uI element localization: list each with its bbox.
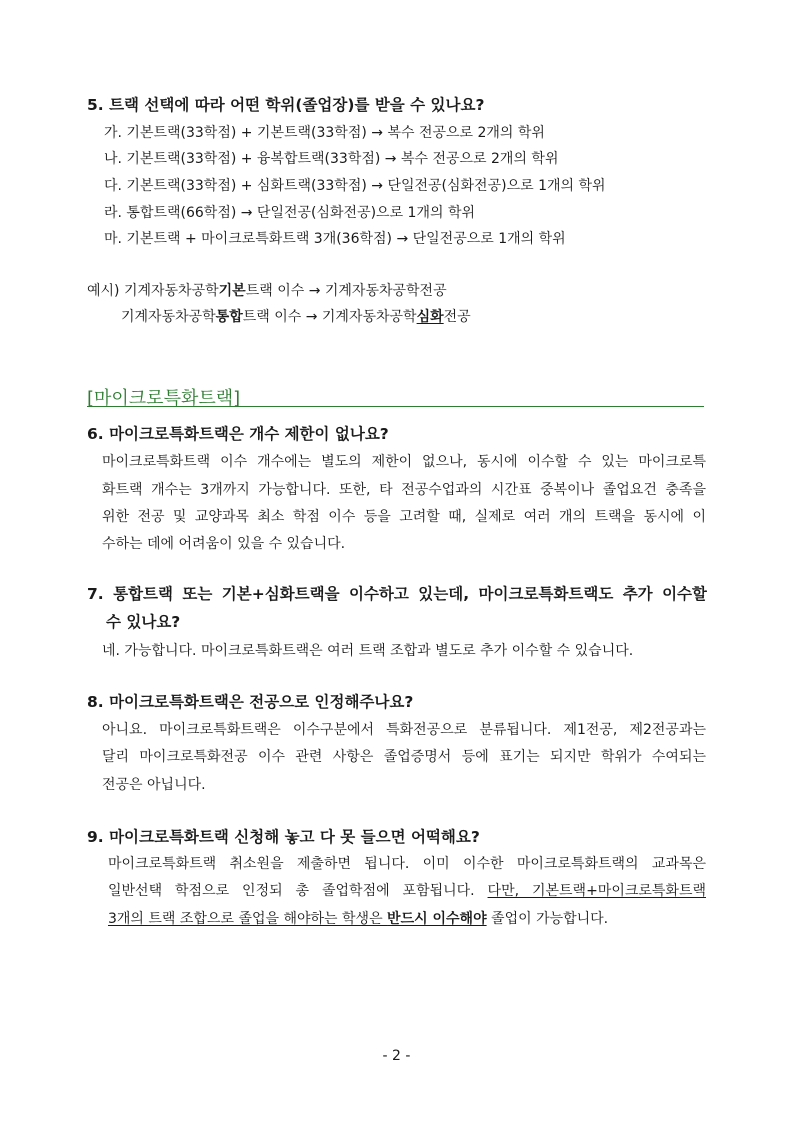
q9-answer-line-3: 3개의 트랙 조합으로 졸업을 해야하는 학생은 반드시 이수해야 졸업이 가능합니다. (108, 911, 609, 927)
q5-item-1: 가. 기본트랙(33학점) + 기본트랙(33학점) → 복수 전공으로 2개의 학위 (104, 125, 545, 141)
question-7-title-line-2: 수 있나요? (106, 613, 181, 631)
q6-answer-line-1: 마이크로특화트랙 이수 개수에는 별도의 제한이 없으나, 동시에 이수할 수 있는 마이크로특 (102, 454, 706, 470)
section-title: [마이크로특화트랙] (87, 388, 241, 409)
q7-answer: 네. 가능합니다. 마이크로특화트랙은 여러 트랙 조합과 별도로 추가 이수할 수 있습니다. (102, 643, 634, 659)
q9-answer-line-1: 마이크로특화트랙 취소원을 제출하면 됩니다. 이미 이수한 마이크로특화트랙의 교과목은 (108, 856, 706, 872)
question-5-title: 5. 트랙 선택에 따라 어떤 학위(졸업장)를 받을 수 있나요? (87, 96, 485, 114)
question-7-title-line-1: 7. 통합트랙 또는 기본+심화트랙을 이수하고 있는데, 마이크로특화트랙도 추가 이수할 (87, 585, 707, 603)
q8-answer-line-2: 달리 마이크로특화전공 이수 관련 사항은 졸업증명서 등에 표기는 되지만 학위가 수여되는 (102, 749, 706, 765)
question-6-title: 6. 마이크로특화트랙은 개수 제한이 없나요? (87, 425, 389, 443)
q5-item-2: 나. 기본트랙(33학점) + 융복합트랙(33학점) → 복수 전공으로 2개의 학위 (104, 151, 559, 167)
q5-item-5: 마. 기본트랙 + 마이크로특화트랙 3개(36학점) → 단일전공으로 1개의 학위 (104, 231, 566, 247)
question-8-title: 8. 마이크로특화트랙은 전공으로 인정해주나요? (87, 693, 414, 711)
q6-answer-line-4: 수하는 데에 어려움이 있을 수 있습니다. (102, 536, 346, 552)
q5-example-2: 기계자동차공학통합트랙 이수 → 기계자동차공학심화전공 (121, 309, 471, 325)
q9-answer-line-2: 일반선택 학점으로 인정되 총 졸업학점에 포함됩니다. 다만, 기본트랙+마이크로특화트랙 (108, 883, 706, 899)
q6-answer-line-2: 화트랙 개수는 3개까지 가능합니다. 또한, 타 전공수업과의 시간표 중복이나 졸업요건 충족을 (102, 482, 706, 498)
q5-item-3: 다. 기본트랙(33학점) + 심화트랙(33학점) → 단일전공(심화전공)으로 1개의 학위 (104, 178, 606, 194)
q5-example-1: 예시) 기계자동차공학기본트랙 이수 → 기계자동차공학전공 (87, 283, 447, 299)
q5-item-4: 라. 통합트랙(66학점) → 단일전공(심화전공)으로 1개의 학위 (104, 205, 476, 221)
q9-note-underlined: 다만, 기본트랙+마이크로특화트랙 (487, 883, 706, 899)
section-divider (87, 406, 704, 407)
q8-answer-line-3: 전공은 아닙니다. (102, 777, 206, 793)
page-number: - 2 - (382, 1048, 411, 1064)
q8-answer-line-1: 아니요. 마이크로특화트랙은 이수구분에서 특화전공으로 분류됩니다. 제1전공, 제2전공과는 (102, 722, 706, 738)
question-9-title: 9. 마이크로특화트랙 신청해 놓고 다 못 들으면 어떡해요? (87, 828, 480, 846)
q6-answer-line-3: 위한 전공 및 교양과목 최소 학점 이수 등을 고려할 때, 실제로 여러 개의 트랙을 동시에 이 (102, 509, 706, 525)
